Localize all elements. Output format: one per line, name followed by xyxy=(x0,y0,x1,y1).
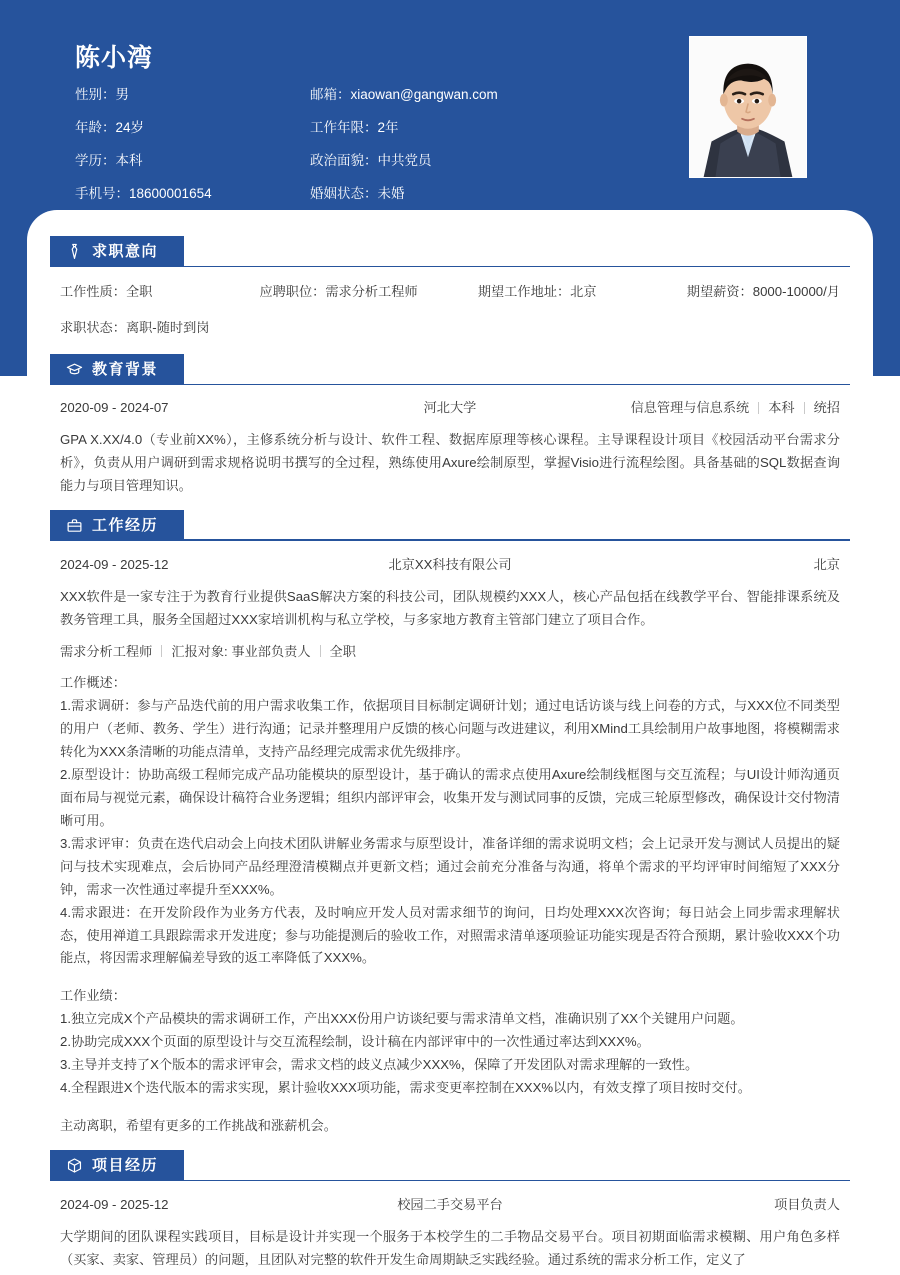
info-gender-label: 性别： xyxy=(75,87,116,102)
info-marital-status-label: 婚姻状态： xyxy=(310,186,378,201)
education-date: 2020-09 - 2024-07 xyxy=(60,400,169,415)
work-spacer xyxy=(60,1100,840,1115)
info-gender xyxy=(75,83,310,103)
work-achievement-item: 1.独立完成X个产品模块的需求调研工作，产出XXX份用户访谈纪要与需求清单文档，准确识别了XX个关键用户问题。 xyxy=(60,1011,744,1027)
section-title: 项目经历 xyxy=(92,1157,159,1175)
info-marital-status-value: 未婚 xyxy=(377,186,405,201)
info-age-label: 年龄： xyxy=(75,120,116,135)
project-role: 项目负责人 xyxy=(774,1197,840,1213)
work-leave-reason-wrap xyxy=(60,1115,840,1138)
info-marital-status xyxy=(310,182,630,202)
section-tag xyxy=(50,354,184,385)
info-phone-label: 手机号： xyxy=(75,186,129,201)
info-work-years-label: 工作年限： xyxy=(310,120,378,135)
work-overview-item: 3.需求评审：负责在迭代启动会上向技术团队讲解业务需求与原型设计，准备详细的需求说明文档；会上记录开发与测试人员提出的疑问与技术实现难点，会后协同产品经理澄清模糊点并更新文档；通过会前充分准备与沟通，将单个需求的平均评审时间缩短了XXX分钟，需求一次性通过率提升至XXX%。 xyxy=(60,835,840,897)
info-political-status xyxy=(310,149,630,169)
education-body xyxy=(50,385,850,506)
info-education-label: 学历： xyxy=(75,153,116,168)
role-separator xyxy=(161,645,162,657)
job-location xyxy=(478,281,687,300)
section-tag xyxy=(50,1150,184,1181)
job-intention-row-2 xyxy=(60,317,840,336)
section-tag xyxy=(50,236,184,267)
job-status-label: 求职状态： xyxy=(60,320,126,335)
info-row xyxy=(75,80,635,106)
project-description: 大学期间的团队课程实践项目，目标是设计并实现一个服务于本校学生的二手物品交易平台。项目初期面临需求模糊、用户角色多样（买家、卖家、管理员）的问题，且团队对完整的软件开发生命周期缺乏实践经验。通过系统的需求分析工作，定义了 xyxy=(60,1229,840,1268)
job-location-value: 北京 xyxy=(570,284,597,299)
candidate-photo xyxy=(689,36,807,178)
role-separator xyxy=(320,645,321,657)
education-tags xyxy=(540,397,840,416)
resume-body-card xyxy=(27,210,873,1275)
graduation-cap-icon xyxy=(66,361,83,378)
work-overview-item: 1.需求调研：参与产品迭代前的用户需求收集工作，依据项目目标制定调研计划；通过电话访谈与线上问卷的方式，与XXX位不同类型的用户（老师、教务、学生）进行沟通；记录并整理用户反馈的核心问题与改进建议，利用XMind工具绘制用户故事地图，将模糊需求转化为XXX条清晰的功能点清单，支持产品经理完成需求优先级排序。 xyxy=(60,697,840,759)
section-project-experience xyxy=(50,1150,850,1272)
info-row xyxy=(75,179,635,205)
work-overview xyxy=(60,672,840,971)
education-school: 河北大学 xyxy=(423,400,477,415)
candidate-info-grid xyxy=(75,80,635,212)
job-intention-body xyxy=(50,267,850,350)
work-meta xyxy=(60,554,840,573)
job-position xyxy=(259,281,477,300)
briefcase-icon xyxy=(66,517,83,534)
box-icon xyxy=(66,1157,83,1174)
job-nature xyxy=(60,281,259,300)
project-date: 2024-09 - 2025-12 xyxy=(60,1197,169,1213)
job-salary-value: 8000-10000/月 xyxy=(752,284,840,299)
section-tag xyxy=(50,510,184,541)
work-achievement-item: 3.主导并支持了X个版本的需求评审会，需求文档的歧义点减少XXX%，保障了开发团队对需求理解的一致性。 xyxy=(60,1057,699,1073)
info-email-label: 邮箱： xyxy=(310,87,351,102)
education-meta xyxy=(60,397,840,416)
work-achievement-item: 4.全程跟进X个迭代版本的需求实现，累计验收XXX项功能，需求变更率控制在XXX%以内，有效支撑了项目按时交付。 xyxy=(60,1080,751,1096)
work-report-to: 汇报对象: 事业部负责人 xyxy=(171,643,311,659)
section-header-education xyxy=(50,354,850,385)
project-name: 校园二手交易平台 xyxy=(397,1197,503,1213)
tag-separator xyxy=(804,402,805,414)
project-body xyxy=(50,1181,850,1272)
job-salary-label: 期望薪资： xyxy=(686,284,753,299)
info-work-years-value: 2年 xyxy=(377,120,399,135)
work-date: 2024-09 - 2025-12 xyxy=(60,556,169,572)
job-position-label: 应聘职位： xyxy=(259,284,326,299)
work-leave-reason: 主动离职，希望有更多的工作挑战和涨薪机会。 xyxy=(60,1118,337,1134)
info-work-years xyxy=(310,116,630,136)
info-age xyxy=(75,116,310,136)
project-meta xyxy=(60,1194,840,1213)
section-work-experience xyxy=(50,510,850,1146)
info-gender-value: 男 xyxy=(115,87,129,102)
job-status xyxy=(60,317,270,336)
info-education xyxy=(75,149,310,169)
resume-header xyxy=(0,0,900,210)
section-header-work xyxy=(50,510,850,541)
job-location-label: 期望工作地址： xyxy=(477,284,571,299)
info-email-value: xiaowan@gangwan.com xyxy=(350,87,498,102)
section-header-job-intention xyxy=(50,236,850,267)
section-header-project xyxy=(50,1150,850,1181)
work-overview-item: 4.需求跟进：在开发阶段作为业务方代表，及时响应开发人员对需求细节的询问，日均处理XXX次咨询；每日站会上同步需求理解状态，使用禅道工具跟踪需求开发进度；参与功能提测后的验收工作，对照需求清单逐项验证功能实现是否符合预期，累计验收XXX个功能点，将因需求理解偏差导致的返工率降低了XXX%。 xyxy=(60,904,840,966)
work-company-intro: XXX软件是一家专注于为教育行业提供SaaS解决方案的科技公司，团队规模约XXX人，核心产品包括在线教学平台、智能排课系统及教务管理工具，服务全国超过XXX家培训机构与私立学校，与多家地方教育主管部门建立了项目合作。 xyxy=(60,588,840,627)
job-nature-label: 工作性质： xyxy=(60,284,126,299)
work-spacer xyxy=(60,970,840,985)
work-overview-item: 2.原型设计：协助高级工程师完成产品功能模块的原型设计，基于确认的需求点使用Axure绘制线框图与交互流程；与UI设计师沟通页面布局与视觉元素，确保设计稿符合业务逻辑；组织内部评审会，收集开发与测试同事的反馈，完成三轮原型修改，确保设计交付物清晰可用。 xyxy=(60,766,840,828)
work-achievement-item: 2.协助完成XXX个页面的原型设计与交互流程绘制，设计稿在内部评审中的一次性通过率达到XXX%。 xyxy=(60,1034,650,1050)
info-education-value: 本科 xyxy=(115,153,143,168)
work-achievements xyxy=(60,985,840,1100)
section-title: 求职意向 xyxy=(92,243,159,260)
info-phone xyxy=(75,182,310,202)
section-education xyxy=(50,354,850,506)
tag-separator xyxy=(758,402,759,414)
info-political-status-label: 政治面貌： xyxy=(310,153,378,168)
education-admission-type: 统招 xyxy=(813,400,840,415)
work-role-title: 需求分析工程师 xyxy=(60,643,153,659)
job-intention-row-1 xyxy=(60,281,840,300)
work-employment-type: 全职 xyxy=(329,643,356,659)
candidate-name: 陈小湾 xyxy=(75,44,154,72)
info-political-status-value: 中共党员 xyxy=(377,153,432,168)
education-degree: 本科 xyxy=(768,400,795,415)
info-email xyxy=(310,83,630,103)
info-row xyxy=(75,113,635,139)
section-job-intention xyxy=(50,236,850,350)
job-position-value: 需求分析工程师 xyxy=(325,284,418,299)
section-title: 教育背景 xyxy=(92,361,159,378)
job-nature-value: 全职 xyxy=(125,284,153,299)
job-status-value: 离职-随时到岗 xyxy=(125,320,210,335)
info-phone-value: 18600001654 xyxy=(129,186,212,201)
section-title: 工作经历 xyxy=(92,516,159,534)
education-major: 信息管理与信息系统 xyxy=(630,400,750,415)
work-overview-title: 工作概述： xyxy=(60,674,126,690)
work-body xyxy=(50,541,850,1146)
work-role-line xyxy=(60,641,840,660)
info-age-value: 24岁 xyxy=(115,120,145,135)
work-location: 北京 xyxy=(813,556,840,572)
tie-icon xyxy=(66,243,83,260)
education-description: GPA X.XX/4.0（专业前XX%），主修系统分析与设计、软件工程、数据库原理等核心课程。主导课程设计项目《校园活动平台需求分析》，负责从用户调研到需求规格说明书撰写的全过程，熟练使用Axure绘制原型，掌握Visio进行流程绘图。具备基础的SQL数据查询能力与项目管理知识。 xyxy=(60,432,840,493)
work-company: 北京XX科技有限公司 xyxy=(388,556,512,572)
work-achievement-title: 工作业绩： xyxy=(60,988,126,1004)
job-salary xyxy=(687,281,840,300)
info-row xyxy=(75,146,635,172)
